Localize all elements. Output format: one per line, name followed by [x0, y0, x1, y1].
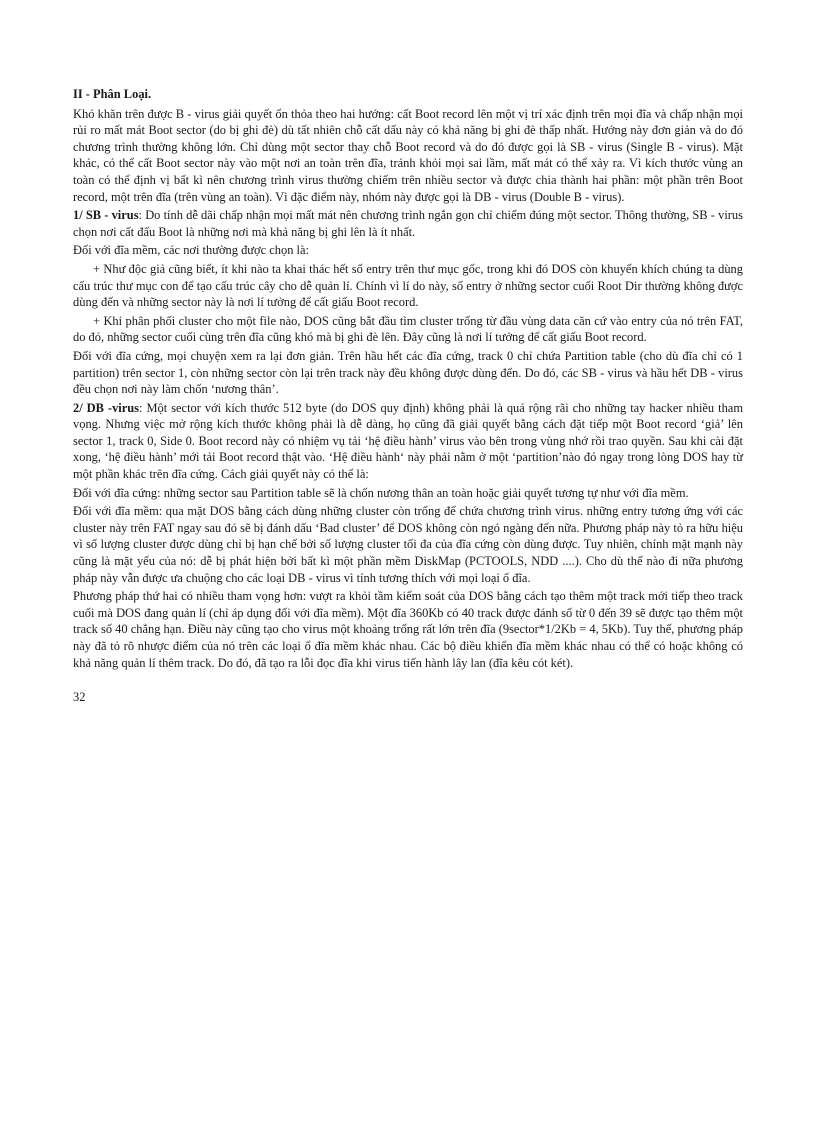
- paragraph-intro: Khó khăn trên được B - virus giải quyết ổn thỏa theo hai hướng: cất Boot record lên một vị trí xác định trên mọi đĩa và chấp nhận mọi rủi ro mất mát Boot sector (do bị ghi đè) dù tất nhiên chỗ cất dấu này có khả năng bị ghi đè thấp nhất. Hướng này đơn giản và do đó chương trình thường không lớn. Chỉ dùng một sector thay chỗ Boot record và do đó được gọi là SB - virus (Single B - virus). Mặt khác, có thể cất Boot sector này vào một nơi an toàn trên đĩa, tránh khỏi mọi sai lầm, mất mát có thể xảy ra. Vì kích thước vùng an toàn có thể định vị bất kì nên chương trình virus thường chiếm trên nhiều sector và được chia thành hai phần: một phần trên Boot record, một trên đĩa (trên vùng an toàn). Vì đặc điểm này, nhóm này được gọi là DB - virus (Double B - virus).: [73, 106, 743, 204]
- paragraph-cluster: + Khi phân phối cluster cho một file nào, DOS cũng bắt đầu tìm cluster trống từ đầu vùng data căn cứ vào entry của nó trên FAT, do đó, những sector cuối cùng trên đĩa cũng khó mà bị ghi đè lên. Đây cũng là nơi lí tưởng để cất giấu Boot record.: [73, 313, 743, 345]
- paragraph-hard-disk-db: Đối với đĩa cứng: những sector sau Partition table sẽ là chốn nương thân an toàn hoặc giải quyết tương tự như với đĩa mềm.: [73, 485, 689, 500]
- paragraph-root-dir: + Như độc giả cũng biết, ít khi nào ta khai thác hết số entry trên thư mục gốc, trong khi đó DOS còn khuyến khích chúng ta dùng cấu trúc thư mục con để tạo cấu trúc cây cho dễ quản lí. Chính vì lí do này, số entry ở những sector cuối Root Dir thường không được dùng đến và những sector này là nơi lí tưởng để cất giấu Boot record.: [73, 261, 743, 310]
- subheading-sb-virus: 1/ SB - virus: [73, 208, 139, 223]
- section-heading: II - Phân Loại.: [73, 87, 152, 101]
- paragraph-db-virus: [73, 400, 743, 483]
- paragraph-hard-disk: Đối với đĩa cứng, mọi chuyện xem ra lại đơn giản. Trên hầu hết các đĩa cứng, track 0 chỉ chứa Partition table (cho dù đĩa chỉ có 1 partition) trên sector 1, còn những sector còn lại trên track này đều không được dùng đến. Do đó, các SB - virus và hầu hết DB - virus đều chọn nơi này làm chốn ‘nương thân’.: [73, 348, 743, 397]
- paragraph-floppy-db: Đối với đĩa mềm: qua mặt DOS bằng cách dùng những cluster còn trống để chứa chương trình virus. những entry tương ứng với các cluster này trên FAT ngay sau đó sẽ bị đánh dấu ‘Bad cluster’ để DOS không còn ngó ngàng đến nữa. Phương pháp này tỏ ra hữu hiệu vì số lượng cluster được dùng chỉ bị hạn chế bởi số lượng cluster tối đa của đĩa cứng còn dùng được. Tuy nhiên, chính mặt mạnh này cũng là mặt yếu của nó: dễ bị phát hiện bởi bất kì một phần mềm DiskMap (PCTOOLS, NDD ....). Cho dù thế nào đi nữa phương pháp này vẫn được ưa chuộng cho các loại DB - virus vì tính tương thích với mọi loại ổ đĩa.: [73, 504, 743, 585]
- paragraph-second-method: Phương pháp thứ hai có nhiều tham vọng hơn: vượt ra khỏi tầm kiểm soát của DOS bằng cách tạo thêm một track mới tiếp theo track cuối mà DOS đang quản lí (chỉ áp dụng đối với đĩa mềm). Một đĩa 360Kb có 40 track được đánh số từ 0 đến 39 sẽ được tạo thêm một track số 40 chẳng hạn. Điều này cũng tạo cho virus một khoảng trống rất lớn trên đĩa (9sector*1/2Kb = 4, 5Kb). Tuy thế, phương pháp này đã tỏ rõ nhược điểm của nó trên các loại ổ đĩa mềm khác nhau. Các bộ điều khiển đĩa mềm khác nhau có thể có hoặc không có khả năng quản lí thêm track. Do đó, đã tạo ra lỗi đọc đĩa khi virus tiến hành lây lan (đĩa kêu cót két).: [73, 589, 743, 670]
- paragraph-sb-virus: [73, 207, 743, 240]
- page-number: 32: [73, 690, 86, 705]
- paragraph-sb-virus-text: : Do tính dễ dãi chấp nhận mọi mất mát nên chương trình ngắn gọn chỉ chiếm đúng một sector. Thông thường, SB - virus chọn nơi cất đấu Boot là những nơi mà khả năng bị ghi lên là ít nhất.: [73, 208, 743, 239]
- subheading-db-virus: 2/ DB -virus: [73, 400, 140, 415]
- document-page: [73, 86, 743, 706]
- paragraph-floppy-intro: Đối với đĩa mềm, các nơi thường được chọn là:: [73, 243, 309, 258]
- paragraph-db-virus-text: : Một sector với kích thước 512 byte (do DOS quy định) không phải là quá rộng rãi cho những tay hacker nhiều tham vọng. Nhưng việc mở rộng kích thước không phải là dễ dàng, họ cũng đã giải quyết bằng cách đặt tiếp một Boot record ‘giả’ lên sector 1, track 0, Side 0. Boot record này có nhiệm vụ tải ‘hệ điều hành’ virus vào bên trong vùng nhớ rồi trao quyền. Sau khi cài đặt xong, ‘hệ điều hành’ mới tải Boot record thật vào. ‘Hệ điều hành‘ này phải nằm ở một ‘partition’nào đó ngay trong lòng DOS hay từ một phần khác trên đĩa cứng. Cách giải quyết này có thể là:: [73, 400, 743, 482]
